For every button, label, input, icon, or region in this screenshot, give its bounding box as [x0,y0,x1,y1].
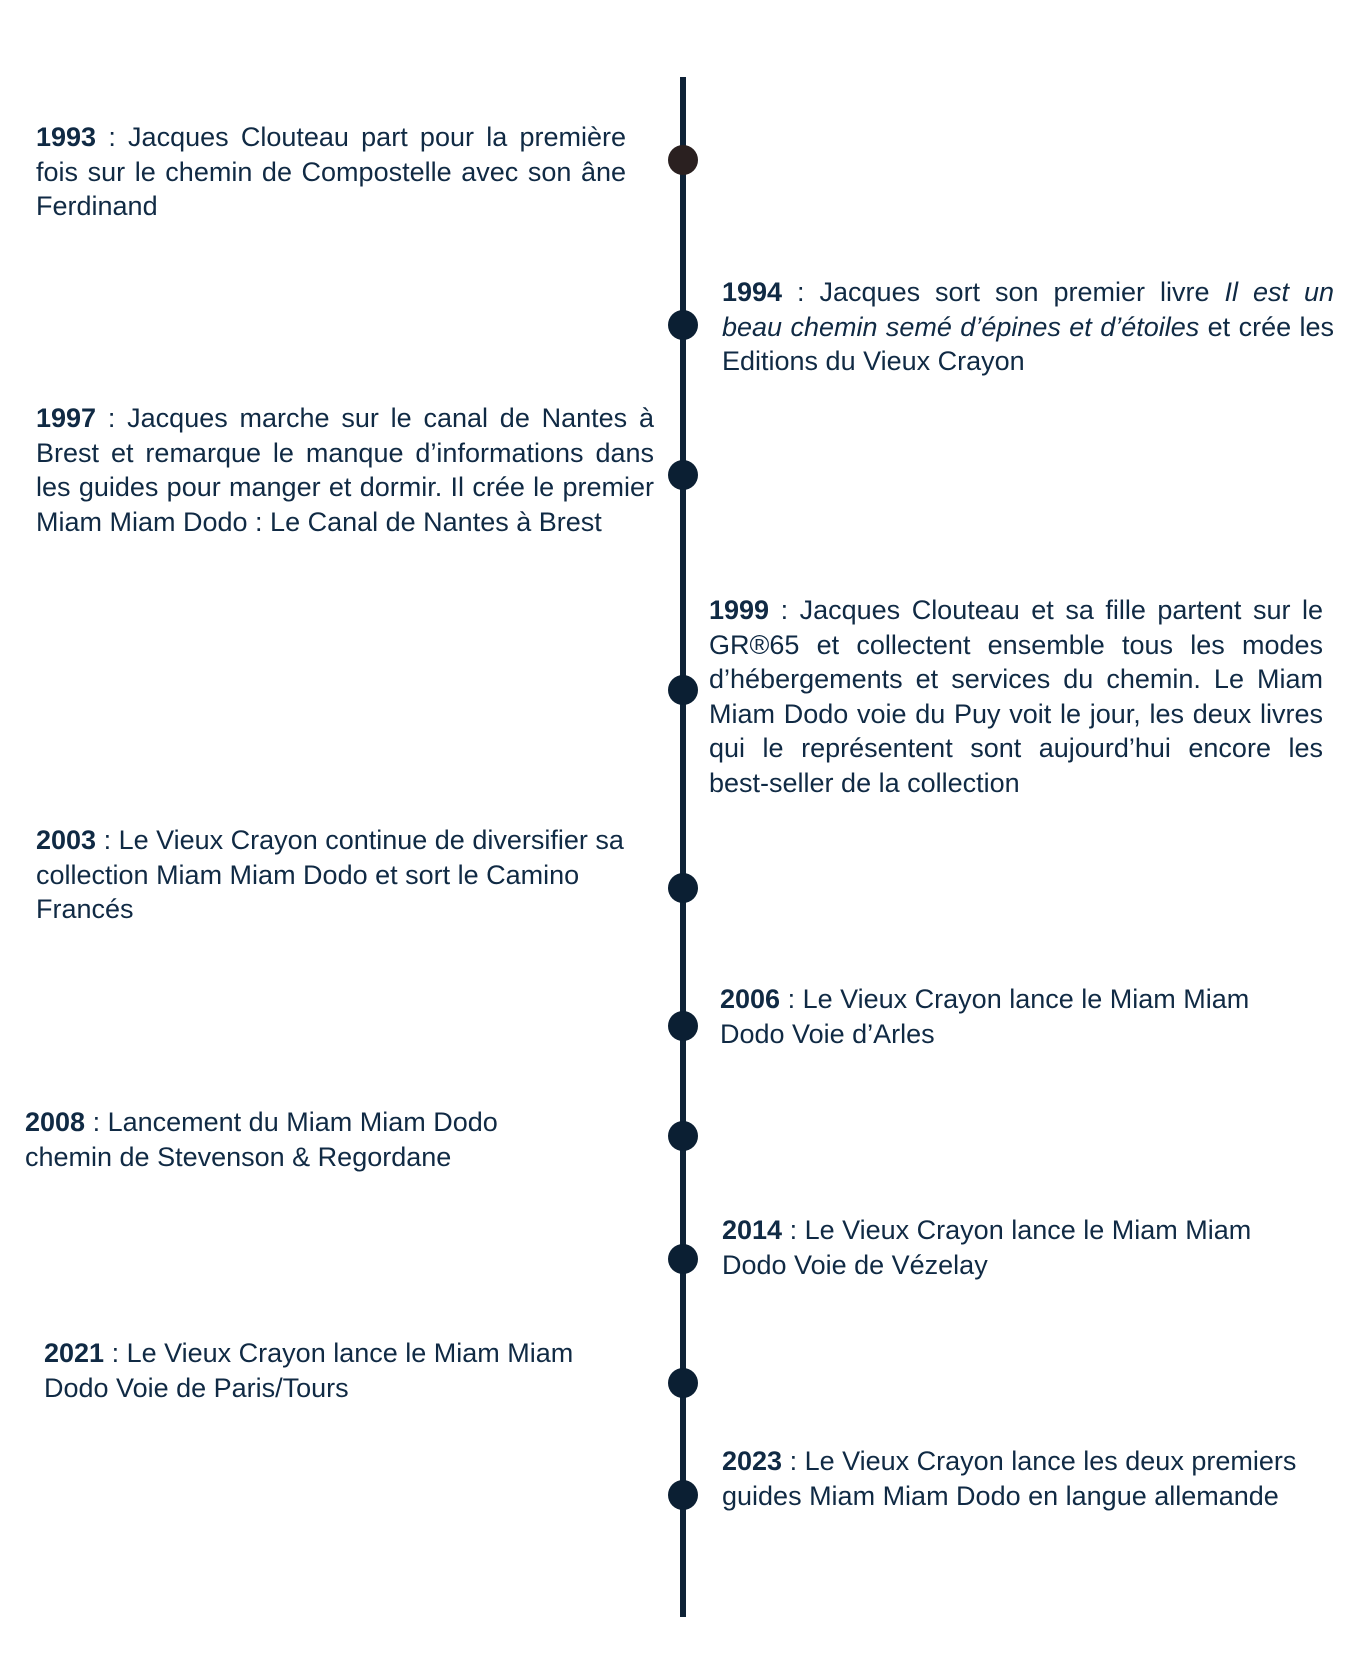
entry-year: 2014 [722,1215,783,1245]
entry-year: 2021 [44,1338,105,1368]
timeline-dot-2006 [668,1011,698,1041]
timeline-entry-1994 [722,275,1334,379]
timeline-entry-1999 [709,593,1323,800]
timeline-dot-2003 [668,873,698,903]
timeline-entry-2021 [44,1336,624,1405]
entry-text: et crée les Editions du Vieux Crayon [722,311,1335,376]
timeline-dot-1993 [668,145,698,175]
entry-year: 2023 [722,1446,783,1476]
timeline-dot-1994 [668,310,698,340]
timeline-entry-2023 [722,1444,1312,1513]
entry-year: 1999 [709,595,770,625]
entry-text: : Jacques sort son premier livre [782,277,1225,307]
entry-year: 2008 [25,1107,86,1137]
timeline-entry-2008 [25,1105,545,1174]
entry-year: 2006 [720,984,781,1014]
timeline-dot-1997 [668,460,698,490]
entry-year: 1997 [36,403,97,433]
timeline-entry-2014 [722,1213,1302,1282]
entry-year: 1994 [722,277,783,307]
entry-text: : Le Vieux Crayon continue de diversifier sa collection Miam Miam Dodo et sort le Camino Francés [36,825,624,924]
timeline-dot-1999 [668,675,698,705]
entry-year: 2003 [36,825,97,855]
entry-text: : Le Vieux Crayon lance le Miam Miam Dodo Voie de Paris/Tours [44,1338,574,1403]
entry-year: 1993 [36,122,97,152]
entry-text: : Jacques Clouteau et sa fille partent sur le GR®65 et collectent ensemble tous les modes d’hébergements et services du chemin. Le Miam Miam Dodo voie du Puy voit le jour, les deux livres qui le représentent sont aujourd’hui encore les best-seller de la collection [709,595,1323,798]
timeline-dot-2014 [668,1244,698,1274]
book-title: Il est un beau chemin semé d’épines et d’étoiles [722,277,1334,342]
timeline-entry-1993 [36,120,626,224]
timeline-dot-2008 [668,1121,698,1151]
timeline-entry-2006 [720,982,1300,1051]
entry-text: : Lancement du Miam Miam Dodo chemin de Stevenson & Regordane [25,1107,498,1172]
entry-text: : Jacques marche sur le canal de Nantes à Brest et remarque le manque d’informations dans les guides pour manger et dormir. Il crée le premier Miam Miam Dodo : Le Canal de Nantes à Brest [36,403,654,537]
entry-text: : Le Vieux Crayon lance le Miam Miam Dodo Voie d’Arles [720,984,1250,1049]
timeline-entry-2003 [36,823,636,927]
timeline-dot-2023 [668,1480,698,1510]
entry-text: : Jacques Clouteau part pour la première fois sur le chemin de Compostelle avec son âne Ferdinand [36,122,626,221]
entry-text: : Le Vieux Crayon lance le Miam Miam Dodo Voie de Vézelay [722,1215,1252,1280]
timeline-dot-2021 [668,1368,698,1398]
entry-text: : Le Vieux Crayon lance les deux premiers guides Miam Miam Dodo en langue allemande [722,1446,1297,1511]
timeline-entry-1997 [36,401,654,539]
